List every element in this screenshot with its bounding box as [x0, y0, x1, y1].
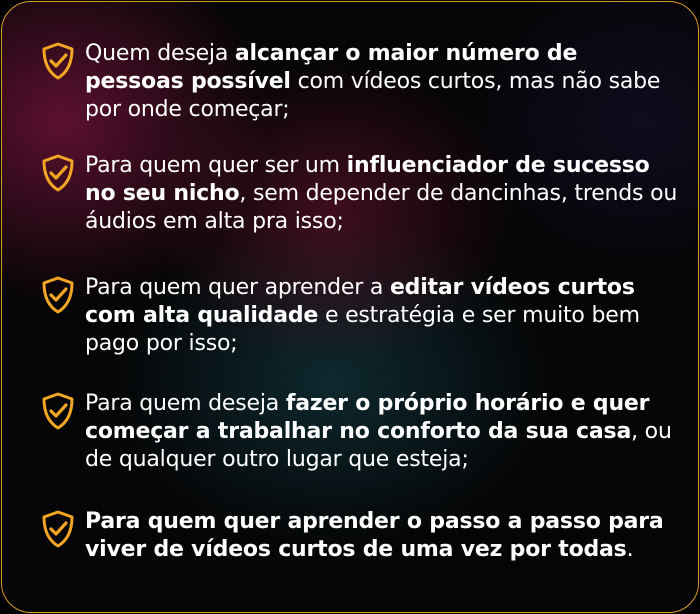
benefit-text-4 — [85, 390, 680, 474]
text-part-bold: fazer o próprio horário e quer começar a trabalhar no conforto da sua casa — [85, 391, 650, 444]
benefit-text-3 — [85, 274, 680, 358]
text-part: Para quem quer aprender a — [85, 275, 390, 300]
benefit-text-1 — [85, 40, 680, 124]
text-part: Para quem quer ser um — [85, 153, 347, 178]
shield-check-icon — [40, 392, 76, 430]
shield-check-icon — [40, 42, 76, 80]
text-part: Para quem deseja — [85, 391, 286, 416]
text-part: Quem deseja — [85, 41, 235, 66]
text-part: e estratégia e ser muito bem pago por isso; — [85, 303, 640, 356]
benefit-text-5 — [85, 508, 680, 564]
text-part-bold: editar vídeos curtos com alta qualidade — [85, 275, 635, 328]
text-part-bold: alcançar o maior número de pessoas possível — [85, 41, 578, 94]
text-part-bold: influenciador de sucesso no seu nicho — [85, 153, 650, 206]
shield-check-icon — [40, 276, 76, 314]
text-part-bold: Para quem quer aprender o passo a passo para viver de vídeos curtos de uma vez por todas — [85, 509, 664, 562]
text-part: , sem depender de dancinhas, trends ou áudios em alta pra isso; — [85, 181, 678, 234]
text-part: . — [626, 537, 634, 562]
benefit-text-2 — [85, 152, 680, 236]
text-part: , ou de qualquer outro lugar que esteja; — [85, 419, 672, 472]
shield-check-icon — [40, 510, 76, 548]
text-part: com vídeos curtos, mas não sabe por onde começar; — [85, 69, 661, 122]
shield-check-icon — [40, 154, 76, 192]
benefits-card — [1, 1, 699, 613]
